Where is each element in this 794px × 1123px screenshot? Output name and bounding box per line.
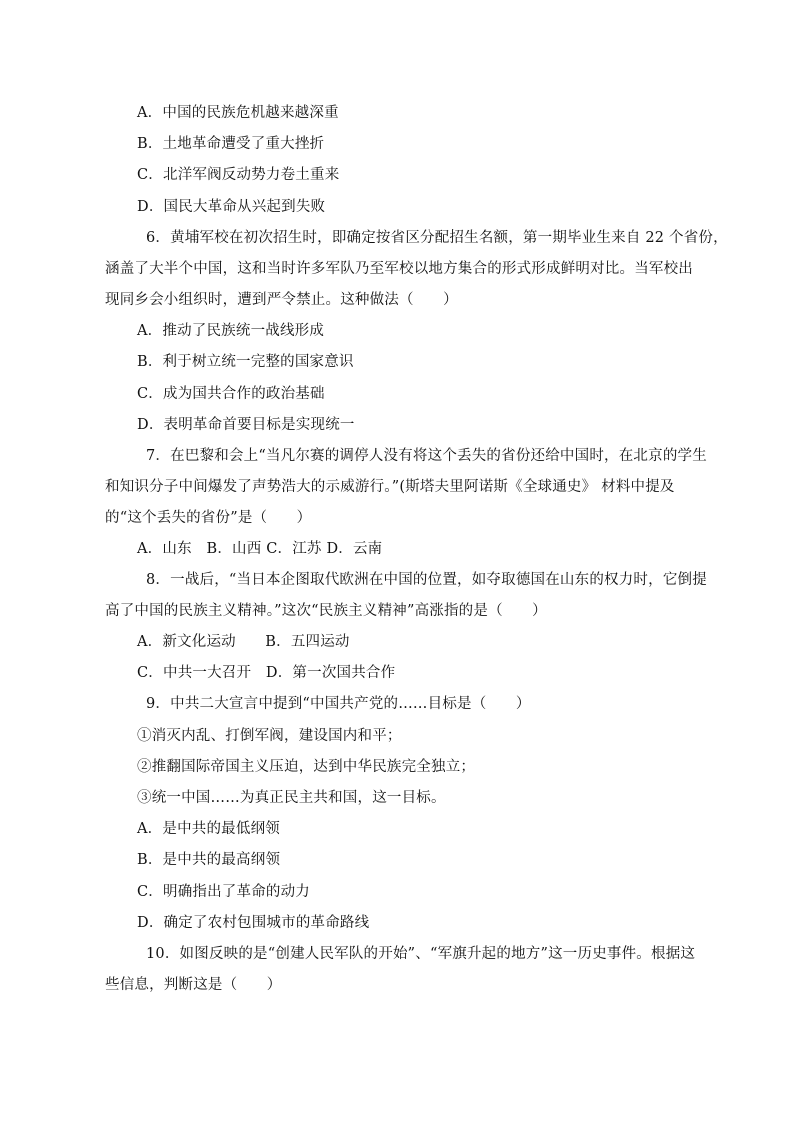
q6-stem-line3: 现同乡会小组织时，遭到严令禁止。这种做法（ ） [105,292,458,308]
q8-stem-line2: 高了中国的民族主义精神。”这次“民族主义精神”高涨指的是（ ） [105,603,547,619]
q8-stem-line1: 8．一战后，“当日本企图取代欧洲在中国的位置，如夺取德国在山东的权力时，它倒提 [146,572,707,588]
q6-option-a: A．推动了民族统一战线形成 [137,323,325,339]
q9-item-2: ②推翻国际帝国主义压迫，达到中华民族完全独立； [137,759,476,775]
q9-option-b: B．是中共的最高纲领 [137,852,281,868]
q6-stem-line2: 涵盖了大半个中国，这和当时许多军队乃至军校以地方集合的形式形成鲜明对比。当军校出 [105,261,693,277]
q7-stem-line2: 和知识分子中间爆发了声势浩大的示威游行。”(斯塔夫里阿诺斯《全球通史》 材料中提及 [105,479,675,495]
q6-option-d: D．表明革命首要目标是实现统一 [137,417,355,433]
q8-options-cd: C．中共一大召开 D．第一次国共合作 [137,665,396,681]
q9-option-a: A．是中共的最低纲领 [137,821,280,837]
q9-option-d: D．确定了农村包围城市的革命路线 [137,915,370,931]
q5-option-a: A．中国的民族危机越来越深重 [137,105,339,121]
q9-option-c: C．明确指出了革命的动力 [137,884,310,900]
q7-stem-line3: 的“这个丢失的省份”是（ ） [105,510,312,526]
q9-stem: 9．中共二大宣言中提到“中国共产党的……目标是（ ） [146,696,531,712]
q7-stem-line1: 7．在巴黎和会上“当凡尔赛的调停人没有将这个丢失的省份还给中国时，在北京的学生 [146,448,707,464]
q5-option-d: D．国民大革命从兴起到失败 [137,199,326,215]
q8-options-ab: A．新文化运动 B．五四运动 [137,634,350,650]
q6-option-c: C．成为国共合作的政治基础 [137,386,325,402]
q10-stem-line2: 些信息，判断这是（ ） [105,977,282,993]
q9-item-1: ①消灭内乱、打倒军阀，建设国内和平； [137,728,402,744]
q5-option-c: C．北洋军阀反动势力卷土重来 [137,167,340,183]
q6-stem-line1: 6．黄埔军校在初次招生时，即确定按省区分配招生名额，第一期毕业生来自 22 个省份， [146,230,728,246]
q6-option-b: B．利于树立统一完整的国家意识 [137,354,354,370]
q9-item-3: ③统一中国……为真正民主共和国，这一目标。 [137,790,446,806]
q7-options: A．山东 B．山西 C．江苏 D．云南 [137,541,383,557]
q10-stem-line1: 10．如图反映的是“创建人民军队的开始”、“军旗升起的地方”这一历史事件。根据这 [146,946,696,962]
q5-option-b: B．土地革命遭受了重大挫折 [137,136,325,152]
